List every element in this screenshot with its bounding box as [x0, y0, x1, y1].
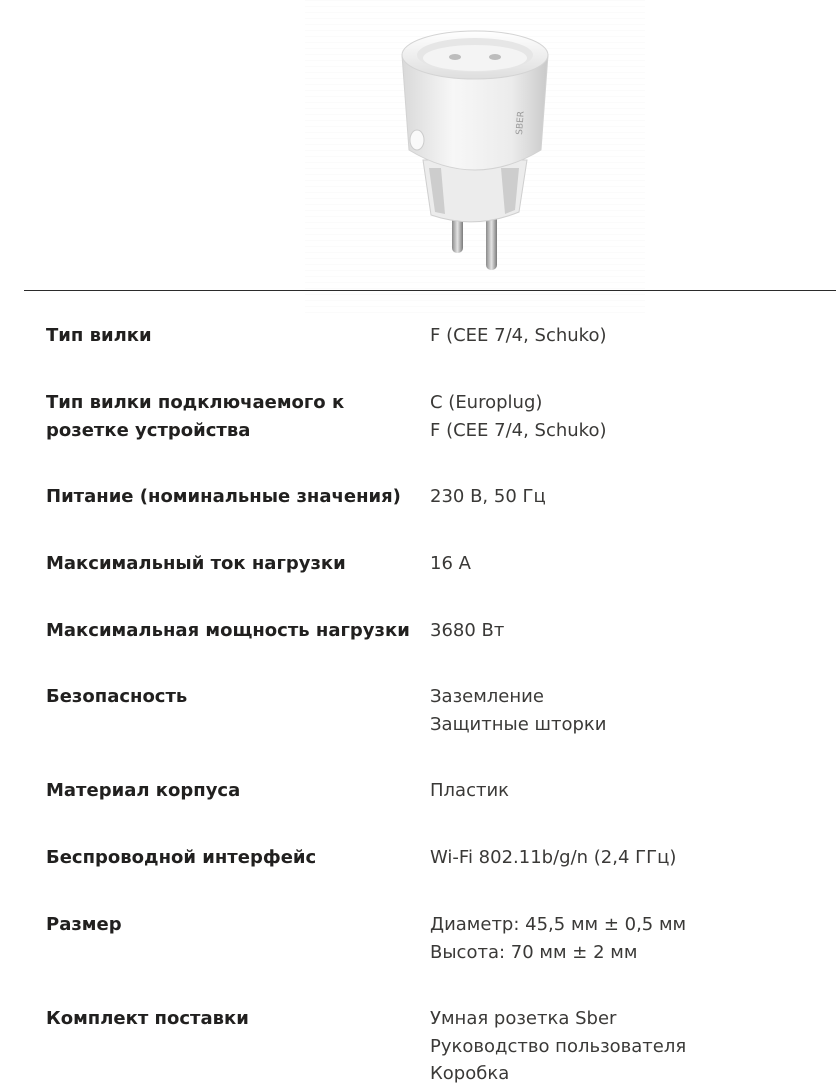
spec-value: Пластик [430, 780, 510, 801]
spec-label: Беспроводной интерфейс [46, 847, 317, 868]
spec-value: Защитные шторки [430, 713, 607, 735]
spec-value: Руководство пользователя [430, 1035, 687, 1057]
plug-pin-right [486, 214, 497, 270]
smart-plug-illustration [305, 0, 645, 318]
spec-value: Коробка [430, 1063, 510, 1084]
spec-values [430, 844, 826, 872]
spec-values [430, 389, 826, 444]
spec-values [430, 911, 826, 966]
spec-value: F (CEE 7/4, Schuko) [430, 419, 607, 441]
spec-row-size [46, 911, 826, 1005]
spec-label: Комплект поставки [46, 1008, 249, 1029]
spec-values [430, 617, 826, 645]
spec-value: Высота: 70 мм ± 2 мм [430, 941, 638, 963]
spec-value: Wi-Fi 802.11b/g/n (2,4 ГГц) [430, 847, 677, 868]
spec-values [430, 683, 826, 738]
divider [24, 290, 836, 291]
spec-value: 16 А [430, 553, 471, 574]
spec-row-plug-type [46, 322, 826, 389]
spec-row-max-current [46, 550, 826, 617]
spec-value: 3680 Вт [430, 620, 505, 641]
spec-label: Максимальная мощность нагрузки [46, 620, 410, 641]
spec-label: Питание (номинальные значения) [46, 486, 401, 507]
spec-label: Максимальный ток нагрузки [46, 553, 346, 574]
spec-label [46, 389, 430, 444]
spec-value: Заземление [430, 686, 544, 707]
spec-values [430, 483, 826, 511]
spec-label: Безопасность [46, 686, 188, 707]
product-image [305, 0, 645, 318]
power-button-icon [410, 130, 424, 150]
spec-value: Умная розетка Sber [430, 1008, 617, 1029]
spec-value: 230 В, 50 Гц [430, 486, 546, 507]
spec-value: C (Europlug) [430, 392, 543, 413]
spec-row-power [46, 483, 826, 550]
spec-table [46, 322, 826, 1088]
spec-label: Размер [46, 914, 122, 935]
spec-label-line: Тип вилки подключаемого к [46, 392, 345, 413]
spec-row-device-plug-type [46, 389, 826, 483]
spec-row-wireless [46, 844, 826, 911]
spec-values [430, 777, 826, 805]
spec-row-max-power [46, 617, 826, 683]
spec-values [430, 550, 826, 578]
spec-row-package [46, 1005, 826, 1088]
spec-value: Диаметр: 45,5 мм ± 0,5 мм [430, 914, 687, 935]
spec-label-line: розетке устройства [46, 419, 251, 441]
spec-row-material [46, 777, 826, 844]
spec-value: F (CEE 7/4, Schuko) [430, 325, 607, 346]
spec-row-safety [46, 683, 826, 777]
spec-values [430, 322, 826, 350]
spec-values [430, 1005, 826, 1088]
brand-mark: SBER [515, 110, 527, 136]
spec-label: Материал корпуса [46, 780, 241, 801]
spec-label: Тип вилки [46, 325, 152, 346]
